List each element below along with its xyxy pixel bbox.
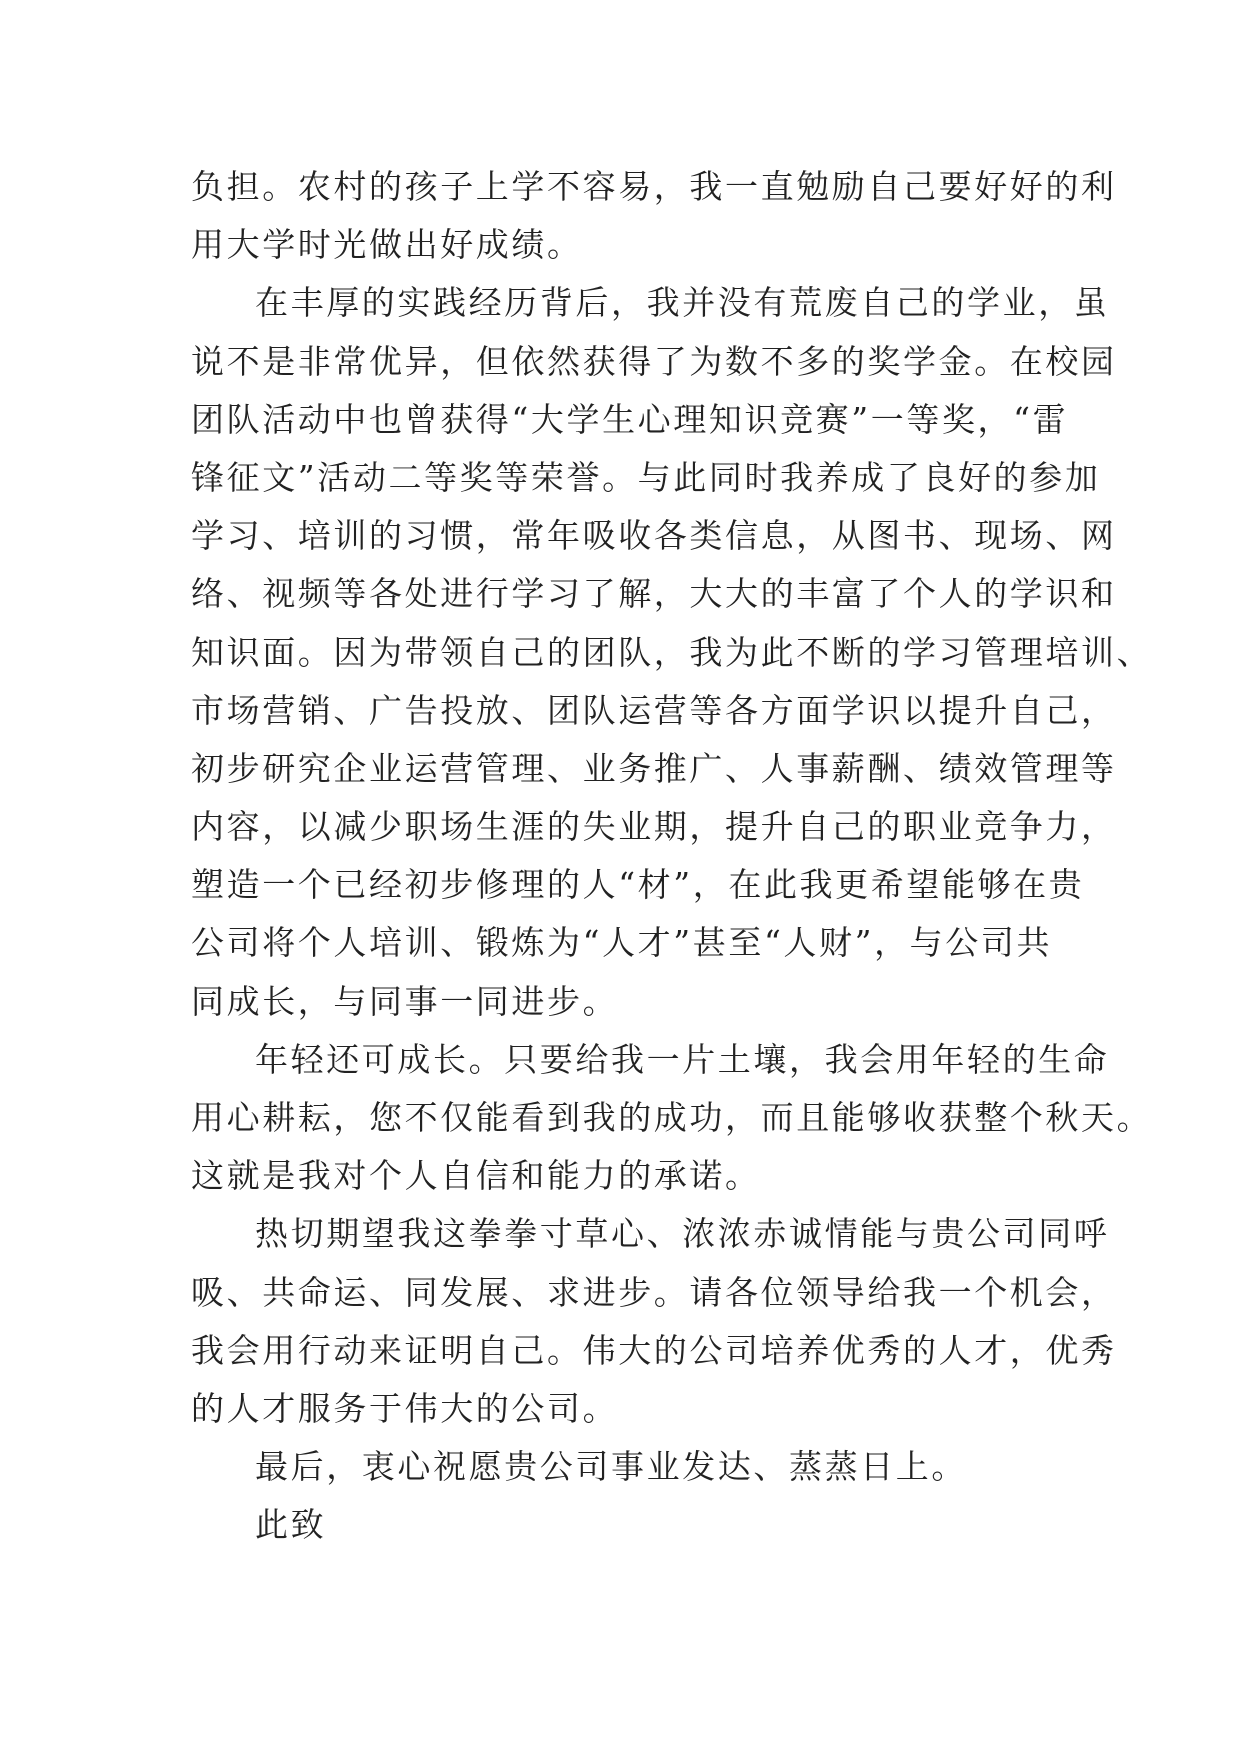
paragraph-start-line: 年轻还可成长。只要给我一片土壤，我会用年轻的生命	[255, 1039, 1110, 1079]
body-line: 用心耕耘，您不仅能看到我的成功，而且能够收获整个秋天。	[191, 1098, 1153, 1137]
body-line: 初步研究企业运营管理、业务推广、人事薪酬、绩效管理等	[191, 748, 1117, 788]
body-line: 市场营销、广告投放、团队运营等各方面学识以提升自己，	[191, 690, 1117, 730]
paragraph-start-line: 热切期望我这拳拳寸草心、浓浓赤诚情能与贵公司同呼	[255, 1214, 1110, 1254]
letter-body	[191, 158, 1153, 1555]
salutation-line: 此致	[255, 1505, 327, 1545]
body-line: 络、视频等各处进行学习了解，大大的丰富了个人的学识和	[191, 574, 1117, 614]
body-line: 吸、共命运、同发展、求进步。请各位领导给我一个机会，	[191, 1272, 1117, 1312]
body-line: 学习、培训的习惯，常年吸收各类信息，从图书、现场、网	[191, 516, 1117, 556]
closing-wish-line: 最后，衷心祝愿贵公司事业发达、蒸蒸日上。	[255, 1447, 967, 1487]
body-line: 说不是非常优异，但依然获得了为数不多的奖学金。在校园	[191, 341, 1117, 381]
body-line: 塑造一个已经初步修理的人“材”，在此我更希望能够在贵	[191, 865, 1085, 905]
body-line: 知识面。因为带领自己的团队，我为此不断的学习管理培训、	[191, 632, 1153, 672]
body-line: 这就是我对个人自信和能力的承诺。	[191, 1156, 761, 1196]
body-line: 的人才服务于伟大的公司。	[191, 1388, 619, 1428]
body-line: 公司将个人培训、锻炼为“人才”甚至“人财”，与公司共	[191, 923, 1053, 963]
body-line: 锋征文”活动二等奖等荣誉。与此同时我养成了良好的参加	[191, 457, 1101, 497]
paragraph-start-line: 在丰厚的实践经历背后，我并没有荒废自己的学业，虽	[255, 283, 1110, 323]
body-line: 用大学时光做出好成绩。	[191, 225, 583, 265]
body-line: 同成长，与同事一同进步。	[191, 981, 619, 1021]
body-line: 内容，以减少职场生涯的失业期，提升自己的职业竞争力，	[191, 807, 1117, 847]
body-line: 负担。农村的孩子上学不容易，我一直勉励自己要好好的利	[191, 167, 1117, 206]
body-line: 团队活动中也曾获得“大学生心理知识竞赛”一等奖，“雷	[191, 399, 1069, 439]
body-line: 我会用行动来证明自己。伟大的公司培养优秀的人才，优秀	[191, 1330, 1117, 1370]
